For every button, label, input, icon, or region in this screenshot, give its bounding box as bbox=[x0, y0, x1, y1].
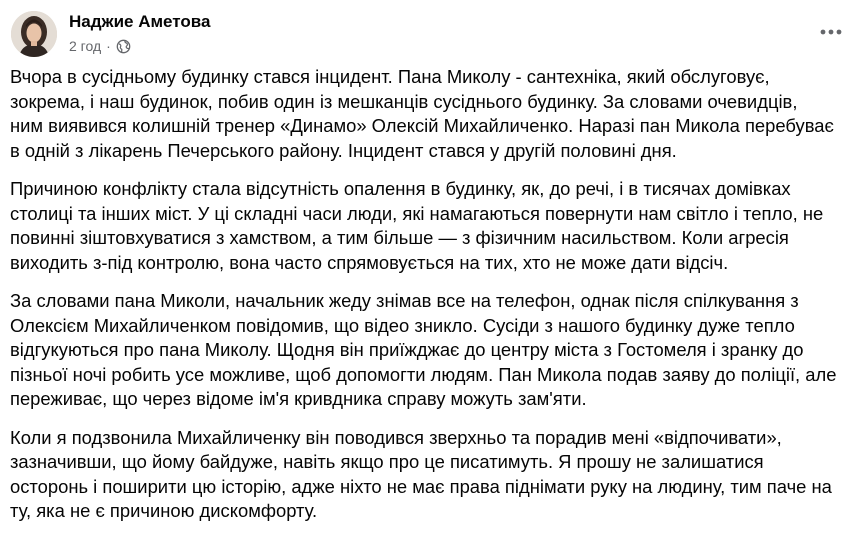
post-text-line: зокрема, і наш будинок, побив один із мешканців сусіднього будинку. За словами очевидців, bbox=[10, 90, 798, 112]
post-text-line: осторонь і поширити цю історію, адже ніхто не має права піднімати руку на людину, тим паче на bbox=[10, 475, 832, 497]
post-text-line: За словами пана Миколи, начальник жеду знімав все на телефон, однак після спілкування з bbox=[10, 290, 799, 311]
post-header bbox=[0, 0, 863, 64]
meta-separator: · bbox=[106, 38, 111, 54]
avatar-photo-icon bbox=[11, 11, 57, 57]
post-text-line: зазначивши, що йому байдуже, навіть якщо про це писатимуть. Я прошу не залишатися bbox=[10, 451, 764, 472]
post-text-line: Вчора в сусідньому будинку стався інцидент. Пана Миколу - сантехніка, який обслуговує, bbox=[10, 66, 770, 87]
post-text-line: Олексієм Михайличенком повідомив, що відео зникло. Сусіди з нашого будинку дуже тепло bbox=[10, 314, 795, 336]
author-avatar[interactable] bbox=[11, 11, 57, 57]
post-paragraph bbox=[10, 65, 857, 163]
post-text-line: ту, яка не є причиною дискомфорту. bbox=[10, 500, 318, 521]
author-name[interactable]: Наджие Аметова bbox=[69, 12, 211, 31]
post-text-line: виходить з-під контролю, вона часто спрямовується на тих, хто не може дати відсіч. bbox=[10, 251, 729, 273]
post-text-line: в одній з лікарень Печерського району. Інцидент стався у другій половині дня. bbox=[10, 139, 677, 161]
globe-icon[interactable] bbox=[116, 39, 131, 54]
more-horizontal-icon bbox=[819, 28, 843, 36]
post-text-line: повинні зіштовхуватися з хамством, а тим більше — з фізичним насильством. Коли агресія bbox=[10, 227, 789, 248]
post-meta bbox=[69, 37, 131, 55]
post-text-line: Коли я подзвонила Михайличенку він поводився зверхньо та порадив мені «відпочивати», bbox=[10, 426, 782, 448]
post-paragraph bbox=[10, 177, 857, 275]
post-text-line: переживає, що через відоме ім'я кривдника справу можуть зам'яти. bbox=[10, 388, 587, 409]
post-timestamp[interactable]: 2 год bbox=[69, 38, 102, 54]
post-text-line: пізньої ночі робить усе можливе, щоб допомогти людям. Пан Микола подав заяву до поліції, але bbox=[10, 363, 837, 385]
post-paragraph bbox=[10, 289, 857, 412]
post-options-button[interactable] bbox=[813, 14, 849, 50]
post-text-line: відгукуються про пана Миколу. Щодня він приїжджає до центру міста з Гостомеля і зранку до bbox=[10, 339, 804, 360]
post-paragraph bbox=[10, 426, 857, 524]
post-text-line: столиці та інших міст. У ці складні часи люди, які намагаються повернути нам світло і тепло, не bbox=[10, 202, 824, 224]
post-body-text bbox=[10, 65, 857, 538]
post-text-line: ним виявився колишній тренер «Динамо» Олексій Михайличенко. Наразі пан Микола перебуває bbox=[10, 115, 834, 136]
post-text-line: Причиною конфлікту стала відсутність опалення в будинку, як, до речі, і в тисячах домівках bbox=[10, 178, 791, 199]
